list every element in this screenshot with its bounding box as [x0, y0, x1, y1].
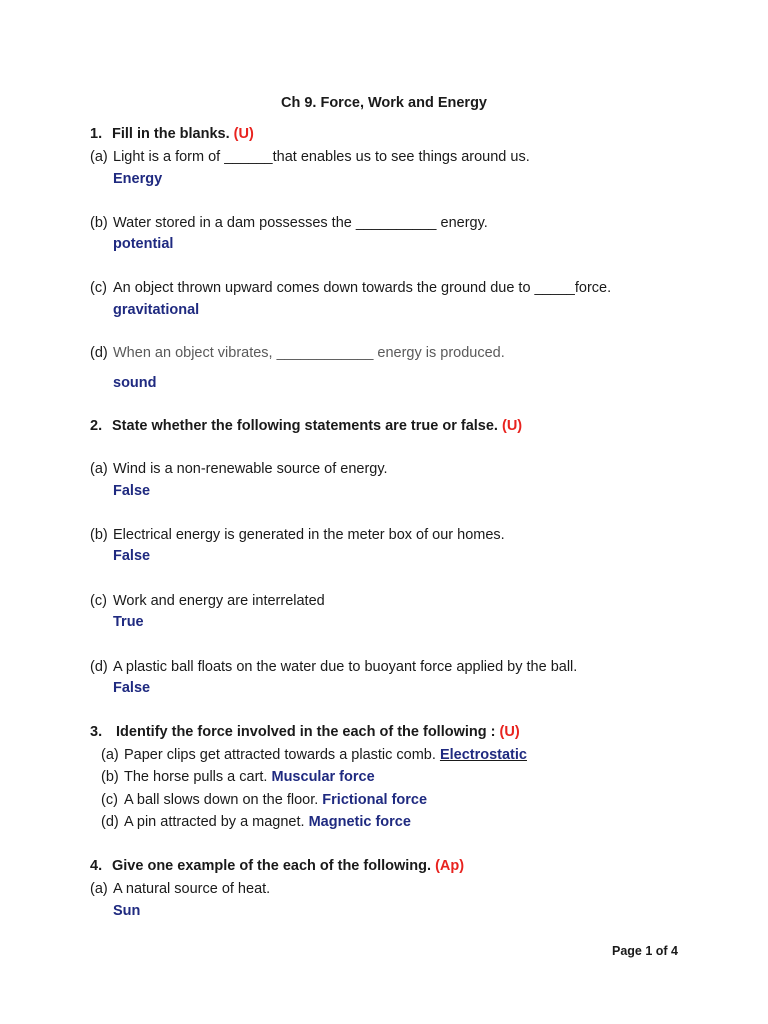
question-3c — [101, 792, 427, 808]
item-label: (b) — [101, 769, 119, 785]
question-2b — [90, 527, 505, 543]
item-label: (a) — [90, 149, 108, 165]
question-1b — [90, 215, 488, 231]
question-2a — [90, 461, 388, 477]
question-4a — [90, 881, 270, 897]
question-text: State whether the following statements are true or false. — [112, 418, 498, 434]
item-text: The horse pulls a cart. — [124, 769, 272, 785]
question-2d — [90, 659, 577, 675]
item-label: (d) — [90, 659, 108, 675]
item-label: (a) — [90, 881, 108, 897]
item-text: Paper clips get attracted towards a plastic comb. — [124, 747, 440, 763]
question-text: Identify the force involved in the each of the following : — [116, 724, 496, 740]
answer-3b: Muscular force — [271, 769, 375, 785]
question-1d — [90, 345, 505, 361]
question-3b — [101, 769, 375, 785]
answer-2a: False — [113, 483, 151, 499]
question-number: 1. — [90, 126, 103, 142]
difficulty-tag: (U) — [233, 126, 254, 142]
answer-2d: False — [113, 680, 151, 696]
difficulty-tag: (U) — [499, 724, 520, 740]
item-label: (d) — [101, 814, 119, 830]
answer-2b: False — [113, 548, 151, 564]
question-1a — [90, 149, 530, 165]
question-1-heading — [90, 126, 254, 142]
page-title: Ch 9. Force, Work and Energy — [280, 95, 487, 111]
item-text: Work and energy are interrelated — [113, 593, 325, 609]
question-2c — [90, 593, 325, 609]
answer-1a: Energy — [113, 171, 163, 187]
item-text: Light is a form of ______that enables us to see things around us. — [113, 149, 530, 165]
page-number: Page 1 of 4 — [612, 944, 678, 958]
question-number: 2. — [90, 418, 103, 434]
item-text: A natural source of heat. — [113, 881, 271, 897]
item-label: (a) — [101, 747, 119, 763]
item-text: Water stored in a dam possesses the __________ energy. — [113, 215, 488, 231]
answer-3c: Frictional force — [322, 792, 428, 808]
item-label: (b) — [90, 527, 108, 543]
item-text: A ball slows down on the floor. — [124, 792, 323, 808]
question-2-heading — [90, 418, 522, 434]
answer-1c: gravitational — [113, 302, 200, 318]
question-3d — [101, 814, 411, 830]
item-text: Wind is a non-renewable source of energy. — [113, 461, 388, 477]
question-number: 4. — [90, 858, 103, 874]
difficulty-tag: (Ap) — [435, 858, 465, 874]
item-text: A plastic ball floats on the water due to buoyant force applied by the ball. — [113, 659, 578, 675]
item-label: (a) — [90, 461, 108, 477]
item-label: (b) — [90, 215, 108, 231]
item-text: Electrical energy is generated in the meter box of our homes. — [113, 527, 505, 543]
item-label: (c) — [101, 792, 118, 808]
question-4-heading — [90, 858, 464, 874]
item-text: An object thrown upward comes down towards the ground due to _____force. — [113, 280, 612, 296]
question-text: Give one example of the each of the following. — [112, 858, 432, 874]
question-number: 3. — [90, 724, 103, 740]
question-3a — [101, 747, 527, 763]
answer-3a: Electrostatic — [439, 747, 527, 763]
item-text: A pin attracted by a magnet. — [124, 814, 309, 830]
question-text: Fill in the blanks. — [112, 126, 230, 142]
question-1c — [90, 280, 611, 296]
item-label: (c) — [90, 593, 107, 609]
answer-4a: Sun — [113, 903, 141, 919]
answer-1d: sound — [113, 375, 157, 391]
difficulty-tag: (U) — [501, 418, 523, 434]
item-label: (c) — [90, 280, 107, 296]
answer-1b: potential — [113, 236, 174, 252]
answer-3d: Magnetic force — [308, 814, 411, 830]
item-label: (d) — [90, 345, 108, 361]
item-text: When an object vibrates, ____________ energy is produced. — [113, 345, 505, 361]
question-3-heading — [90, 724, 520, 740]
answer-2c: True — [113, 614, 144, 630]
